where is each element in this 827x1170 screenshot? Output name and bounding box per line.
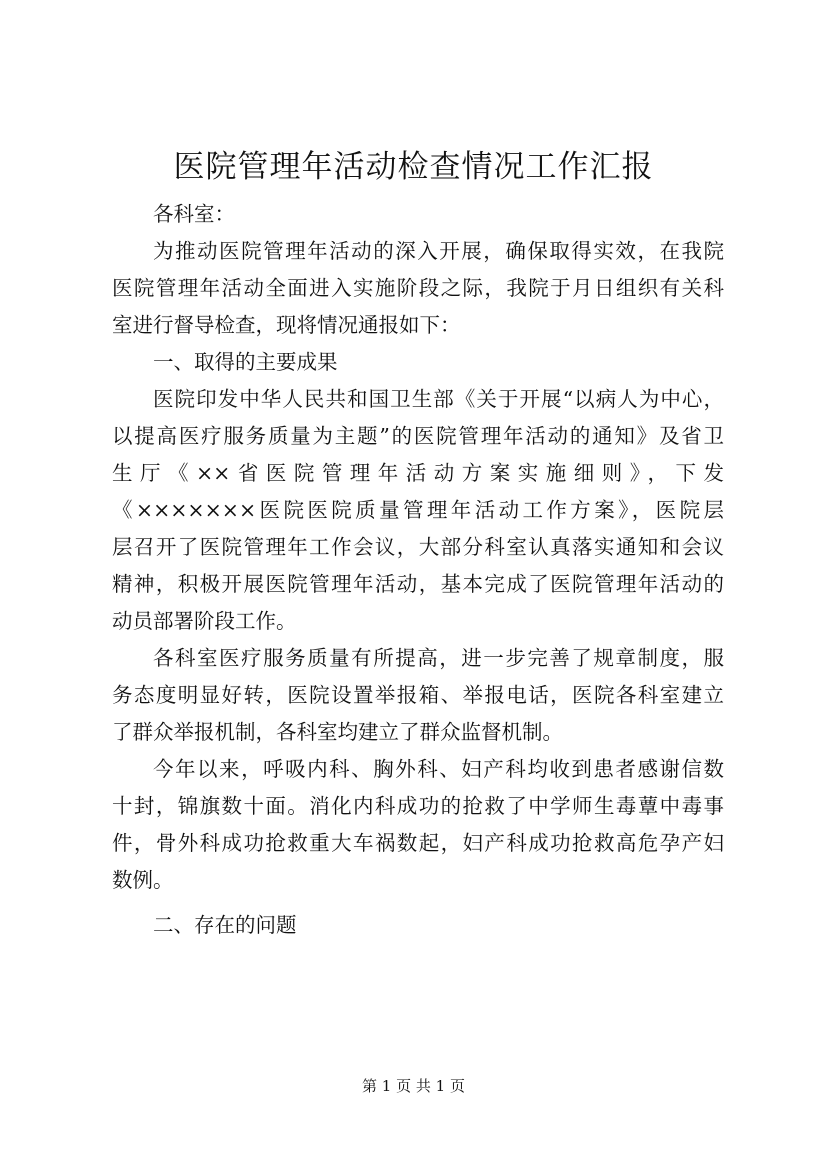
intro-line-2: 医院管理年活动全面进入实施阶段之际，我院于月日组织有关科: [112, 276, 724, 300]
section-heading-achievements: [112, 344, 724, 381]
para3-line-4: 数例。: [112, 868, 174, 892]
paragraph-patient-feedback: [112, 751, 724, 899]
para3-line-2: 十封，锦旗数十面。消化内科成功的抢救了中学师生毒蕈中毒事: [112, 794, 724, 818]
intro-line-3: 室进行督导检查，现将情况通报如下：: [112, 313, 461, 337]
para2-line-3: 了群众举报机制，各科室均建立了群众监督机制。: [112, 720, 563, 744]
para3-line-3: 件，骨外科成功抢救重大车祸数起，妇产科成功抢救高危孕产妇: [112, 831, 724, 855]
para1-line-1: 医院印发中华人民共和国卫生部《关于开展“以病人为中心，: [153, 387, 724, 411]
page-footer: 第 1 页 共 1 页: [362, 1077, 465, 1095]
para1-line-2: 以提高医疗服务质量为主题”的医院管理年活动的通知》及省卫: [112, 424, 724, 448]
section-heading-achievements-text: 一、取得的主要成果: [153, 350, 338, 374]
para3-line-1: 今年以来，呼吸内科、胸外科、妇产科均收到患者感谢信数: [153, 757, 724, 781]
intro-paragraph: [112, 233, 724, 344]
para1-line-7: 动员部署阶段工作。: [112, 609, 297, 633]
para2-line-1: 各科室医疗服务质量有所提高，进一步完善了规章制度，服: [153, 646, 724, 670]
document-body: [112, 196, 724, 944]
section-heading-problems: [112, 907, 724, 944]
section-heading-problems-text: 二、存在的问题: [153, 913, 297, 937]
paragraph-document-issuance: [112, 381, 724, 640]
paragraph-service-quality: [112, 640, 724, 751]
para1-line-5: 层召开了医院管理年工作会议，大部分科室认真落实通知和会议: [112, 535, 724, 559]
para2-line-2: 务态度明显好转，医院设置举报箱、举报电话，医院各科室建立: [112, 683, 724, 707]
intro-line-1: 为推动医院管理年活动的深入开展，确保取得实效，在我院: [153, 239, 724, 263]
document-title: 医院管理年活动检查情况工作汇报: [173, 149, 654, 185]
para1-line-6: 精神，积极开展医院管理年活动，基本完成了医院管理年活动的: [112, 572, 724, 596]
para1-line-4: 《×××××××医院医院质量管理年活动工作方案》，医院层: [112, 498, 724, 522]
salutation: [112, 196, 724, 233]
section-spacer: [112, 899, 724, 907]
salutation-text: 各科室：: [153, 202, 235, 226]
para1-line-3: 生厅《××省医院管理年活动方案实施细则》，下发: [112, 461, 724, 485]
